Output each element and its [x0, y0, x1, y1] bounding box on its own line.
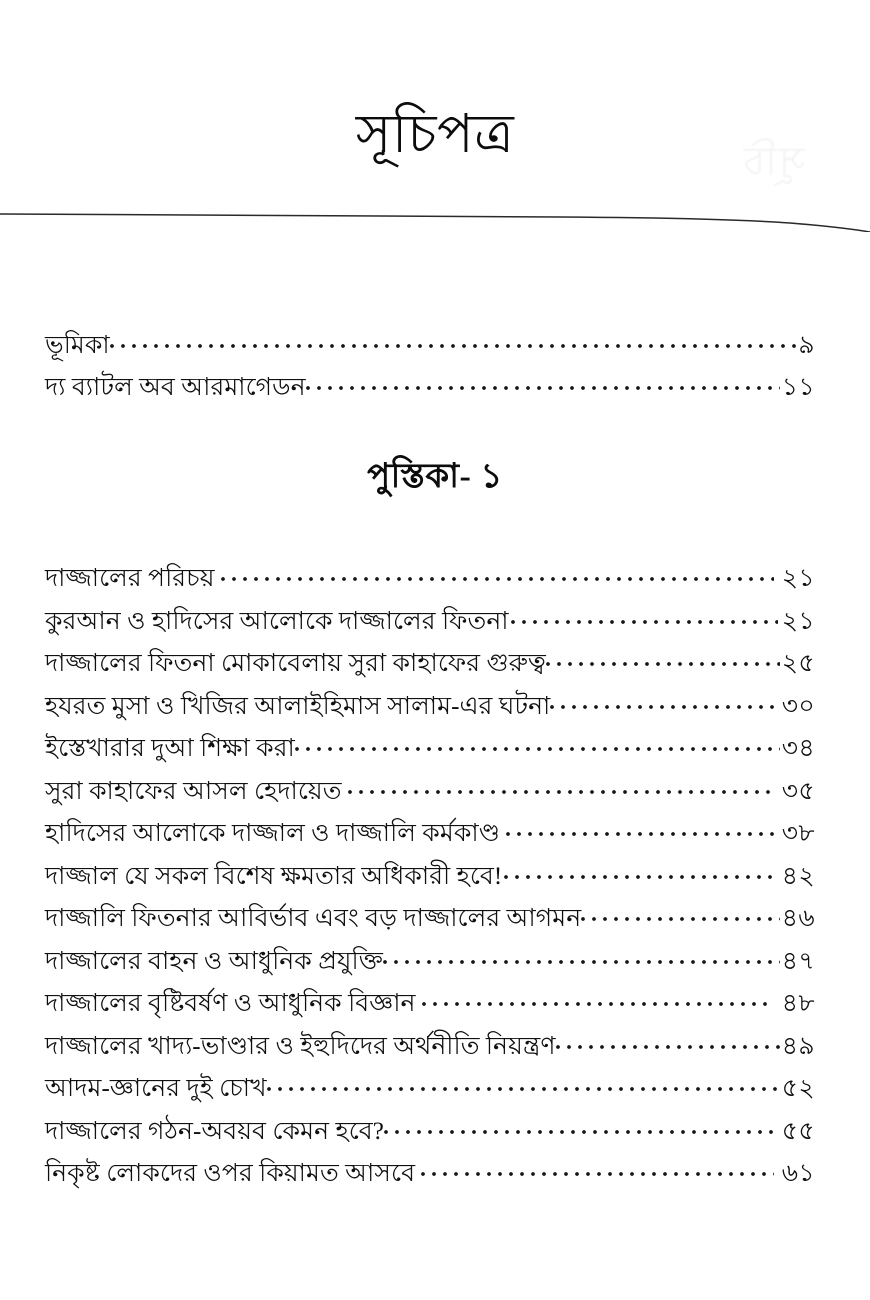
toc-entry-page-number: ২১ [781, 565, 815, 592]
scan-bleedthrough-ghost: সূচি [741, 139, 805, 184]
toc-entry-page-number: ৩০ [781, 692, 815, 720]
toc-entry-label: দাজ্জালি ফিতনার আবির্ভাব এবং বড় দাজ্জালের আগমন [45, 905, 582, 932]
toc-leader-dots [504, 859, 777, 884]
toc-entry-page-number: ৪৭ [781, 947, 815, 975]
toc-entry-label: দাজ্জালের বৃষ্টিবর্ষণ ও আধুনিক বিজ্ঞান [45, 990, 416, 1017]
toc-leader-dots [506, 816, 774, 841]
toc-entry-label: নিকৃষ্ট লোকদের ওপর কিয়ামত আসবে [45, 1160, 416, 1187]
toc-entry-page-number: ৪৯ [781, 1032, 815, 1060]
toc-leader-dots [384, 1114, 780, 1139]
toc-leader-dots [348, 774, 774, 799]
list-item[interactable] [45, 856, 815, 899]
list-item[interactable] [45, 983, 815, 1026]
list-item[interactable] [45, 1068, 815, 1111]
title-divider-line [0, 198, 870, 232]
toc-entry-page-number: ১১ [781, 374, 815, 401]
toc-entry-label: দাজ্জাল যে সকল বিশেষ ক্ষমতার অধিকারী হবে! [45, 862, 503, 890]
toc-entry-label: দাজ্জালের গঠন-অবয়ব কেমন হবে? [45, 1117, 384, 1145]
list-item[interactable] [45, 558, 815, 601]
list-item[interactable] [45, 1153, 815, 1196]
toc-entry-page-number: ৫২ [781, 1075, 815, 1102]
list-item[interactable] [45, 813, 815, 856]
toc-entry-page-number: ৩৪ [781, 735, 815, 762]
list-item[interactable] [45, 325, 815, 367]
toc-entry-label: সুরা কাহাফের আসল হেদায়েত [45, 777, 342, 805]
toc-leader-dots [422, 986, 774, 1011]
front-matter-list [45, 325, 815, 409]
list-item[interactable] [45, 601, 815, 644]
toc-leader-dots [550, 689, 779, 714]
toc-entry-page-number: ৪৮ [781, 990, 815, 1017]
section-heading: পুস্তিকা- ১ [367, 458, 503, 495]
list-item[interactable] [45, 1111, 815, 1154]
list-item[interactable] [45, 898, 815, 941]
toc-leader-dots [221, 561, 774, 586]
toc-entry-label: দাজ্জালের পরিচয় [45, 565, 215, 592]
list-item[interactable] [45, 686, 815, 729]
toc-entry-page-number: ৩৫ [781, 777, 815, 805]
list-item[interactable] [45, 728, 815, 771]
page-title: সূচিপত্র [355, 104, 515, 164]
list-item[interactable] [45, 941, 815, 984]
toc-leader-dots [267, 1071, 780, 1096]
toc-entry-label: দাজ্জালের খাদ্য-ভাণ্ডার ও ইহুদিদের অর্থনীতি নিয়ন্ত্রণ [45, 1032, 556, 1060]
toc-entry-label: কুরআন ও হাদিসের আলোকে দাজ্জালের ফিতনা [45, 607, 509, 635]
toc-entry-label: দাজ্জালের বাহন ও আধুনিক প্রযুক্তি [45, 947, 384, 975]
toc-entry-label: ইস্তেখারার দুআ শিক্ষা করা [45, 735, 295, 762]
toc-entry-page-number: ৪৬ [781, 905, 815, 932]
toc-entry-label: দ্য ব্যাটল অব আরমাগেডন [45, 374, 306, 401]
toc-leader-dots [383, 944, 780, 969]
toc-entry-page-number: ৪২ [781, 862, 815, 890]
toc-entry-label: আদম-জ্ঞানের দুই চোখ [45, 1075, 267, 1102]
toc-entry-page-number: ২১ [781, 607, 815, 635]
toc-leader-dots [511, 604, 778, 629]
toc-entry-label: হযরত মুসা ও খিজির আলাইহিমাস সালাম-এর ঘটনা [45, 692, 551, 720]
toc-leader-dots [110, 328, 797, 353]
title-divider [0, 198, 870, 232]
toc-entry-label: দাজ্জালের ফিতনা মোকাবেলায় সুরা কাহাফের গুরুত্ব [45, 650, 546, 677]
toc-leader-dots [546, 646, 780, 671]
toc-entry-page-number: ৩৮ [781, 820, 815, 847]
toc-entry-page-number: ৯ [798, 332, 815, 359]
toc-entry-page-number: ৬১ [781, 1160, 815, 1187]
list-item[interactable] [45, 367, 815, 409]
list-item[interactable] [45, 1026, 815, 1069]
toc-leader-dots [295, 731, 780, 756]
toc-leader-dots [306, 370, 780, 395]
toc-leader-dots [581, 901, 779, 926]
list-item[interactable] [45, 643, 815, 686]
toc-leader-dots [556, 1029, 780, 1054]
list-item[interactable] [45, 771, 815, 814]
contents-list [45, 558, 815, 1196]
toc-entry-label: ভূমিকা [45, 332, 110, 359]
toc-entry-label: হাদিসের আলোকে দাজ্জাল ও দাজ্জালি কর্মকাণ্ড [45, 820, 501, 847]
toc-entry-page-number: ২৫ [781, 650, 815, 677]
toc-leader-dots [421, 1156, 774, 1181]
toc-entry-page-number: ৫৫ [781, 1117, 815, 1145]
